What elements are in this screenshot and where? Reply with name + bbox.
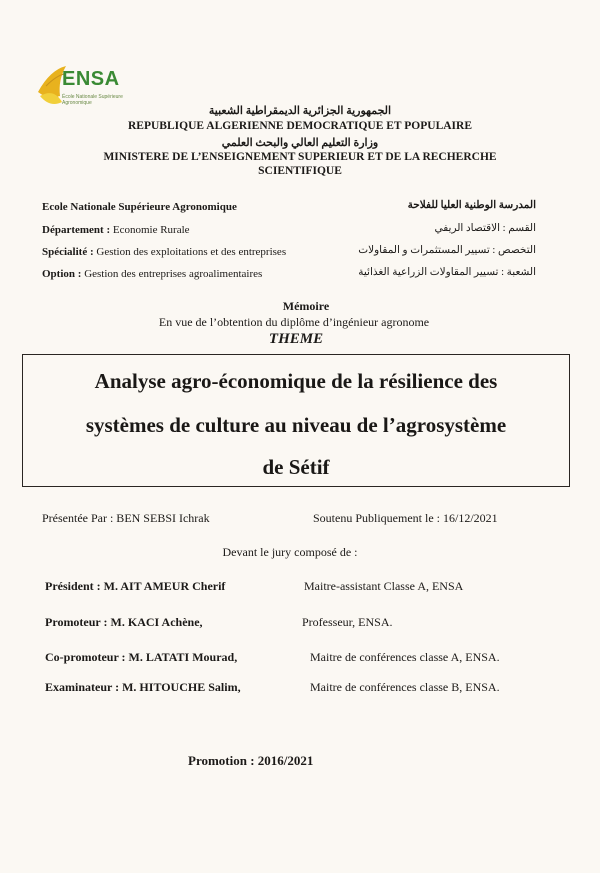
logo-name: ENSA	[62, 68, 120, 90]
jury-promoter-title: Professeur, ENSA.	[302, 615, 393, 629]
jury-examiner: Examinateur : M. HITOUCHE Salim,	[45, 680, 241, 694]
theme-label: THEME	[268, 331, 324, 347]
ministry-line1: MINISTERE DE L’ENSEIGNEMENT SUPERIEUR ET DE LA RECHERCHE	[103, 151, 497, 163]
specialty-label: Spécialité :	[42, 246, 94, 258]
republic-title: REPUBLIQUE ALGERIENNE DEMOCRATIQUE ET POPULAIRE	[128, 120, 472, 132]
jury-copromoter-title: Maitre de conférences classe A, ENSA.	[310, 650, 500, 664]
department-row	[42, 224, 190, 236]
arabic-ministry: وزارة التعليم العالي والبحث العلمي	[221, 137, 379, 149]
specialty-value: Gestion des exploitations et des entreprises	[93, 246, 287, 258]
option-value: Gestion des entreprises agroalimentaires	[81, 268, 263, 280]
jury-promoter: Promoteur : M. KACI Achène,	[45, 615, 203, 629]
theme-title-line2: systèmes de culture au niveau de l’agrosystème	[85, 413, 507, 437]
promotion: Promotion : 2016/2021	[188, 753, 314, 768]
defended-date: Soutenu Publiquement le : 16/12/2021	[313, 511, 498, 525]
school-name: Ecole Nationale Supérieure Agronomique	[42, 201, 237, 213]
memoire-subtitle: En vue de l’obtention du diplôme d’ingénieur agronome	[158, 315, 430, 329]
specialty-ar: التخصص : تسيير المستثمرات و المقاولات	[358, 245, 536, 256]
department-label: Département :	[42, 224, 111, 236]
option-ar: الشعبة : تسيير المقاولات الزراعية الغذائية	[358, 267, 536, 278]
memoire-title: Mémoire	[282, 299, 330, 313]
option-label: Option :	[42, 268, 82, 280]
department-value: Economie Rurale	[110, 224, 190, 236]
theme-title-line3: de Sétif	[262, 455, 330, 479]
theme-title-line1: Analyse agro-économique de la résilience des	[94, 369, 498, 393]
jury-president: Président : M. AIT AMEUR Cherif	[45, 579, 226, 593]
department-ar: القسم : الاقتصاد الريفي	[434, 223, 536, 234]
ministry-line2: SCIENTIFIQUE	[258, 165, 342, 177]
option-row	[42, 268, 262, 280]
jury-intro: Devant le jury composé de :	[222, 545, 358, 559]
jury-copromoter: Co-promoteur : M. LATATI Mourad,	[45, 650, 238, 664]
school-name-ar: المدرسة الوطنية العليا للفلاحة	[407, 200, 536, 211]
specialty-row	[42, 246, 286, 258]
presented-by: Présentée Par : BEN SEBSI Ichrak	[42, 511, 210, 525]
logo-subtitle: École Nationale Supérieure Agronomique	[62, 94, 123, 106]
jury-examiner-title: Maitre de conférences classe B, ENSA.	[310, 680, 500, 694]
arabic-republic: الجمهورية الجزائرية الديمقراطية الشعبية	[208, 105, 392, 117]
jury-president-title: Maitre-assistant Classe A, ENSA	[304, 579, 464, 593]
